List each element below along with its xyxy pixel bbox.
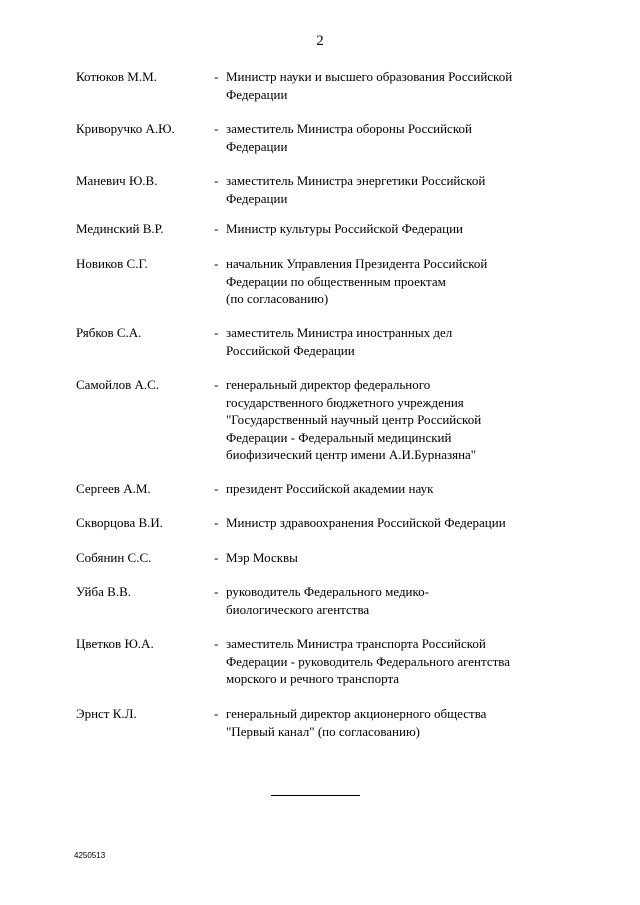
member-entry — [76, 549, 576, 567]
member-dash: - — [214, 325, 219, 340]
member-dash: - — [214, 584, 219, 599]
member-role — [226, 324, 576, 359]
member-dash: - — [214, 636, 219, 651]
member-role — [226, 220, 576, 238]
member-name: Новиков С.Г. — [76, 256, 148, 271]
member-role — [226, 635, 576, 688]
member-role-line: начальник Управления Президента Российской — [226, 256, 488, 271]
member-role-line: Министр культуры Российской Федерации — [226, 221, 463, 236]
member-role-line: Федерации — [226, 138, 288, 154]
member-dash: - — [214, 173, 219, 188]
member-role — [226, 172, 576, 207]
member-role — [226, 705, 576, 740]
member-dash: - — [214, 706, 219, 721]
member-role-line: Министр здравоохранения Российской Федерации — [226, 515, 506, 530]
member-role-line: заместитель Министра иностранных дел — [226, 325, 453, 340]
member-name: Рябков С.А. — [76, 325, 142, 340]
member-entry — [76, 324, 576, 359]
member-dash: - — [214, 256, 219, 271]
member-role — [226, 514, 576, 532]
member-role-line: генеральный директор федерального — [226, 377, 431, 392]
member-entry — [76, 172, 576, 207]
member-entry — [76, 480, 576, 498]
member-entry — [76, 514, 576, 532]
member-name: Маневич Ю.В. — [76, 173, 158, 188]
member-entry — [76, 120, 576, 155]
divider-line — [271, 795, 360, 796]
member-dash: - — [214, 121, 219, 136]
member-entry — [76, 583, 576, 618]
member-name: Эрнст К.Л. — [76, 706, 137, 721]
member-role — [226, 120, 576, 155]
member-role-line: руководитель Федерального медико- — [226, 584, 429, 599]
member-name: Самойлов А.С. — [76, 377, 160, 392]
member-name: Котюков М.М. — [76, 69, 157, 84]
member-role — [226, 376, 576, 464]
member-role-line: Мэр Москвы — [226, 550, 298, 565]
member-name: Уйба В.В. — [76, 584, 131, 599]
member-role-line: (по согласованию) — [226, 291, 329, 306]
member-dash: - — [214, 221, 219, 236]
member-name: Скворцова В.И. — [76, 515, 164, 530]
member-entry — [76, 68, 576, 103]
member-role-line: Федерации — [226, 190, 288, 206]
member-entry — [76, 635, 576, 688]
member-dash: - — [214, 550, 219, 565]
member-role — [226, 549, 576, 567]
member-name: Криворучко А.Ю. — [76, 121, 175, 136]
member-role-line: Министр науки и высшего образования Российской — [226, 69, 513, 84]
document-code: 4250513 — [74, 851, 106, 860]
member-name: Мединский В.Р. — [76, 221, 164, 236]
member-role-line: биофизический центр имени А.И.Бурназяна" — [226, 447, 477, 462]
member-role-line: "Государственный научный центр Российской — [226, 412, 482, 427]
member-role-line: заместитель Министра энергетики Российской — [226, 173, 486, 188]
member-role-line: президент Российской академии наук — [226, 481, 434, 496]
member-role — [226, 255, 576, 308]
member-entry — [76, 220, 576, 238]
member-role-line: биологического агентства — [226, 601, 370, 617]
member-role-line: Российской Федерации — [226, 342, 355, 358]
member-entry — [76, 705, 576, 740]
member-role-line: Федерации — [226, 86, 288, 102]
member-role-line: заместитель Министра транспорта Российской — [226, 636, 486, 651]
member-role-line: "Первый канал" (по согласованию) — [226, 723, 421, 739]
member-name: Цветков Ю.А. — [76, 636, 154, 651]
member-dash: - — [214, 515, 219, 530]
member-name: Собянин С.С. — [76, 550, 152, 565]
member-role-line: морского и речного транспорта — [226, 671, 400, 686]
member-role-line: Федерации - руководитель Федерального агентства — [226, 653, 511, 669]
page-number: 2 — [316, 33, 324, 49]
member-role — [226, 480, 576, 498]
member-role — [226, 583, 576, 618]
member-role-line: заместитель Министра обороны Российской — [226, 121, 472, 136]
member-role-line: Федерации по общественным проектам — [226, 273, 446, 289]
member-dash: - — [214, 377, 219, 392]
member-entry — [76, 376, 576, 464]
member-name: Сергеев А.М. — [76, 481, 151, 496]
member-role-line: государственного бюджетного учреждения — [226, 394, 464, 410]
member-dash: - — [214, 481, 219, 496]
member-dash: - — [214, 69, 219, 84]
member-role — [226, 68, 576, 103]
member-role-line: генеральный директор акционерного общества — [226, 706, 487, 721]
member-entry — [76, 255, 576, 308]
member-role-line: Федерации - Федеральный медицинский — [226, 429, 452, 445]
